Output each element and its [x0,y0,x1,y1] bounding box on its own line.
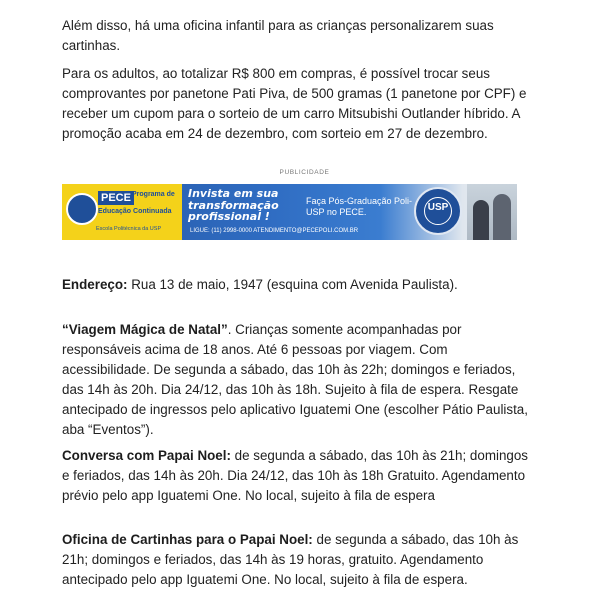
advertising-label: PUBLICIDADE [279,169,330,176]
paragraph-text: Além disso, há uma oficina infantil para as crianças personalizarem suas cartinhas. [62,18,494,53]
usp-seal-icon [414,187,462,235]
poli-emblem-icon [66,193,98,225]
ad-banner[interactable] [62,184,517,240]
viagem-text: . Crianças somente acompanhadas por responsáveis acima de 18 anos. Até 6 pessoas por viagem. Com acessibilidade. De segunda a sábado, das 10h às 22h; domingos e feriados, das 14h às 20h. Dia 24/12, das 10h às 18h. Sujeito à fila de espera. Resgate antecipado de ingressos pelo aplicativo Iguatemi One (escolher Pátio Paulista, aba “Eventos”). [62,322,528,437]
paragraph-viagem [62,320,532,440]
pece-wordmark: PECE [98,191,134,205]
paragraph-oficina [62,530,532,590]
paragraph-text: Para os adultos, ao totalizar R$ 800 em compras, é possível trocar seus comprovantes por panetone Pati Piva, de 500 gramas (1 panetone por CPF) e receber um cupom para o sorteio de um carro Mitsubishi Outlander híbrido. A promoção acaba em 24 de dezembro, com sorteio em 27 de dezembro. [62,66,527,141]
address-text: Rua 13 de maio, 1947 (esquina com Avenida Paulista). [127,277,458,292]
conversa-text: de segunda a sábado, das 10h às 21h; domingos e feriados, das 14h às 20h. Dia 24/12, das 10h às 18h Gratuito. Agendamento prévio pelo app Iguatemi One. No local, sujeito à fila de espera [62,448,528,503]
conversa-label: Conversa com Papai Noel: [62,448,231,463]
viagem-label: “Viagem Mágica de Natal” [62,322,228,337]
paragraph-conversa [62,446,532,506]
program-line-1: Programa de [132,191,175,198]
paragraph-address [62,275,532,295]
program-line-2: Educação Continuada [98,208,172,215]
ad-headline: Invista em sua transformação profissional ! [188,187,279,223]
pece-logo [62,184,182,240]
address-label: Endereço: [62,277,128,292]
ad-contact: LIGUE: (11) 2998-0000 ATENDIMENTO@PECEPOLI.COM.BR [190,228,359,234]
usp-seal-text: USP [427,202,449,213]
paragraph-adult-promo [62,64,532,144]
ad-photo-people [467,184,517,240]
oficina-label: Oficina de Cartinhas para o Papai Noel: [62,532,313,547]
ad-offer: Faça Pós-Graduação Poli-USP no PECE. [306,196,413,217]
oficina-text: de segunda a sábado, das 10h às 21h; domingos e feriados, das 14h às 19 horas, gratuito. Agendamento antecipado pelo app Iguatemi One. No local, sujeito à fila de espera. [62,532,519,587]
paragraph-oficina-intro [62,16,532,56]
school-name: Escola Politécnica da USP [96,226,162,232]
